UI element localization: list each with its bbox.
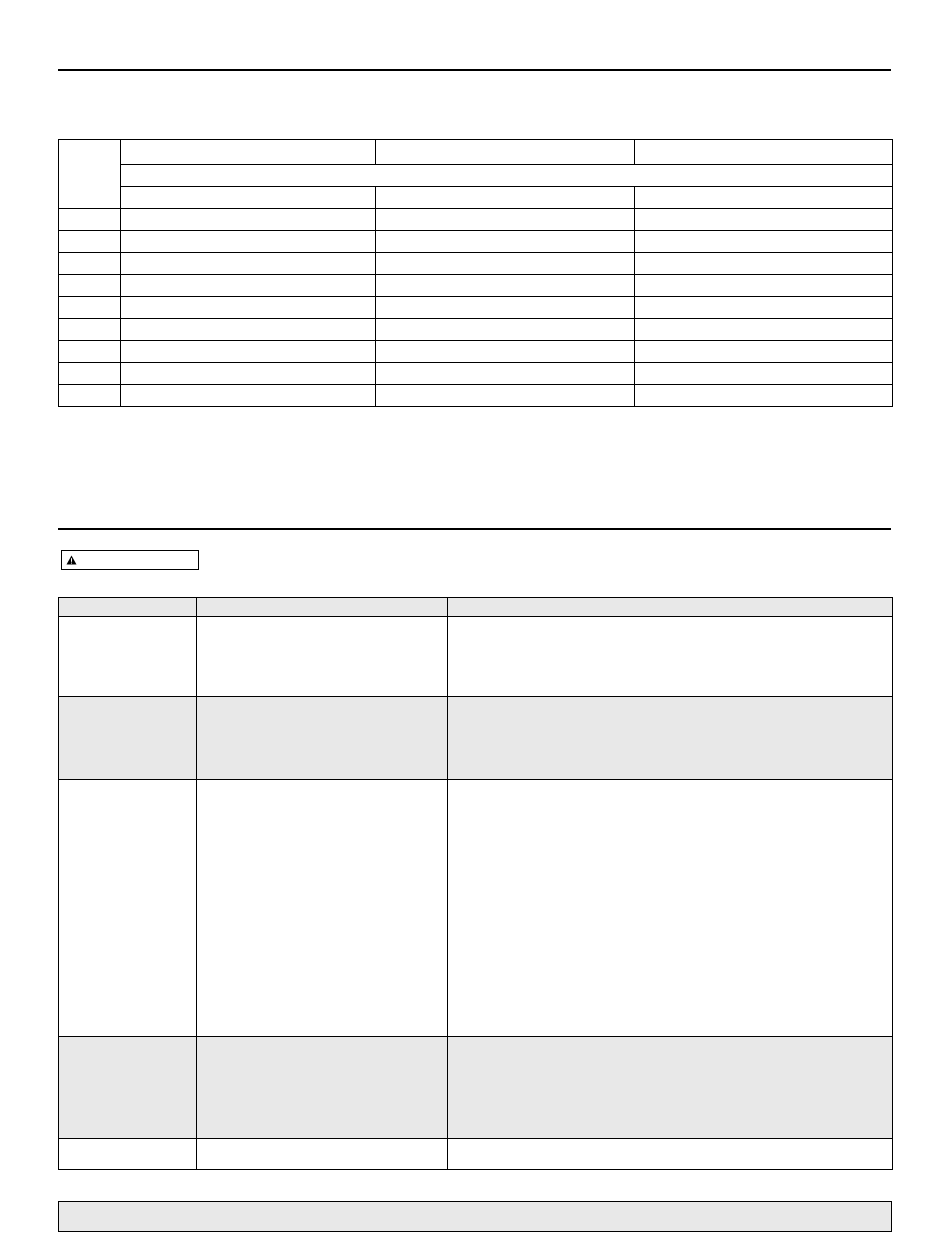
spec-table-header-cell [635,140,893,165]
table-cell [635,297,893,319]
table-cell [121,385,376,407]
table-cell [448,697,893,780]
table-cell [635,275,893,297]
troubleshooting-header-row [59,598,893,617]
table-row [59,253,893,275]
table-row [59,319,893,341]
table-row [59,780,893,1037]
table-cell [121,275,376,297]
table-cell [59,363,121,385]
table-row [59,1139,893,1170]
table-cell [59,1139,197,1170]
table-cell [448,780,893,1037]
table-cell [197,697,448,780]
warning-triangle-icon [66,555,77,565]
spec-table-column-cell [635,187,893,209]
table-row [59,1037,893,1139]
table-cell [121,363,376,385]
table-cell [59,231,121,253]
table-cell [197,1139,448,1170]
table-cell [197,780,448,1037]
spec-table-column-row [59,187,893,209]
table-cell [376,253,635,275]
table-cell [448,617,893,697]
warning-label [61,550,199,570]
table-cell [448,1139,893,1170]
spec-table-header-cell [376,140,635,165]
table-row [59,341,893,363]
table-cell [635,253,893,275]
table-cell [635,363,893,385]
table-row [59,231,893,253]
section-rule-middle [58,528,891,530]
table-cell [59,253,121,275]
spec-table-subheader-cell [121,165,893,187]
table-cell [59,275,121,297]
table-cell [59,780,197,1037]
table-row [59,275,893,297]
table-cell [59,1037,197,1139]
table-cell [635,231,893,253]
table-cell [376,385,635,407]
table-cell [376,297,635,319]
section-rule-top [58,69,891,71]
table-cell [121,297,376,319]
table-row [59,617,893,697]
spec-table-column-cell [376,187,635,209]
table-cell [635,209,893,231]
table-cell [448,1037,893,1139]
column-header [59,598,197,617]
table-row [59,297,893,319]
table-cell [59,697,197,780]
table-cell [197,617,448,697]
table-cell [376,363,635,385]
spec-table-header-row [59,140,893,165]
spec-table-header-cell [121,140,376,165]
spec-table [58,139,893,407]
table-cell [59,341,121,363]
table-cell [59,617,197,697]
table-row [59,697,893,780]
table-row [59,363,893,385]
table-row [59,209,893,231]
table-row [59,385,893,407]
note-bar [58,1201,892,1232]
table-cell [121,209,376,231]
spec-table-corner-cell [59,140,121,209]
table-cell [59,209,121,231]
column-header [448,598,893,617]
table-cell [635,385,893,407]
table-cell [59,297,121,319]
table-cell [376,319,635,341]
table-cell [197,1037,448,1139]
troubleshooting-table [58,597,893,1170]
table-cell [121,341,376,363]
table-cell [635,319,893,341]
column-header [197,598,448,617]
table-cell [121,319,376,341]
table-cell [59,385,121,407]
table-cell [376,209,635,231]
spec-table-subheader-row [59,165,893,187]
table-cell [59,319,121,341]
table-cell [635,341,893,363]
table-cell [121,253,376,275]
table-cell [376,341,635,363]
table-cell [376,231,635,253]
table-cell [121,231,376,253]
table-cell [376,275,635,297]
spec-table-column-cell [121,187,376,209]
